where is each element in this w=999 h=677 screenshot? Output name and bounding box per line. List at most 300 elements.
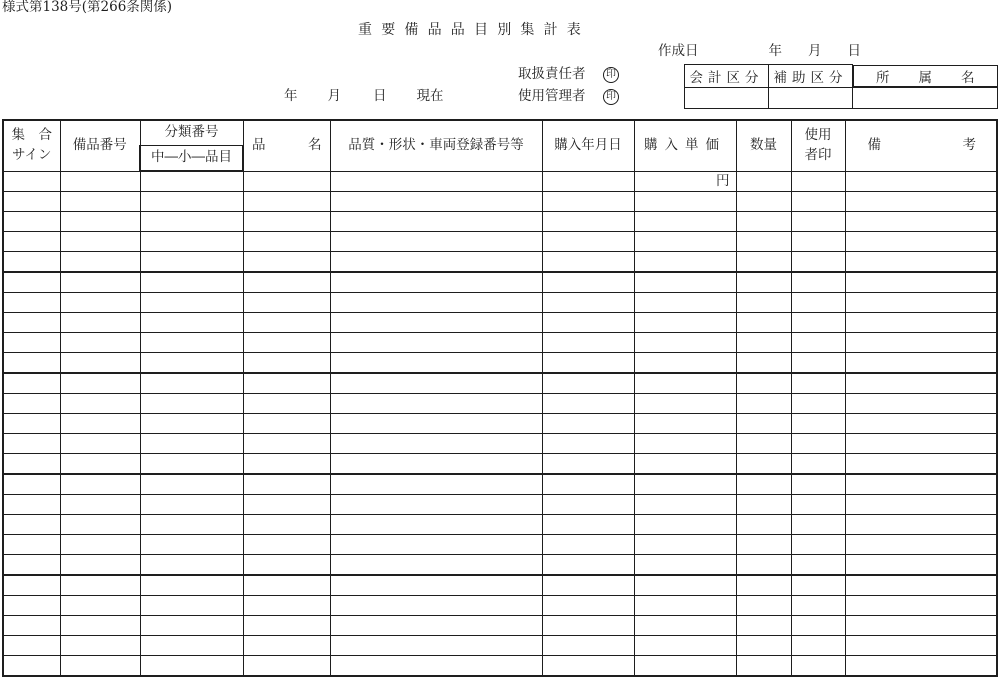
table-row — [3, 272, 997, 293]
table-cell[interactable] — [140, 596, 243, 616]
table-cell[interactable] — [845, 313, 997, 333]
table-cell[interactable] — [736, 656, 791, 677]
table-cell[interactable] — [634, 353, 736, 374]
table-cell[interactable] — [542, 454, 634, 475]
table-cell[interactable] — [60, 353, 140, 374]
table-cell[interactable] — [791, 656, 845, 677]
table-cell[interactable] — [243, 596, 330, 616]
col-item-no: 備品番号 — [60, 120, 140, 171]
table-cell[interactable] — [330, 434, 542, 454]
table-cell[interactable] — [542, 474, 634, 495]
table-cell[interactable] — [60, 252, 140, 273]
table-cell[interactable] — [3, 353, 60, 374]
table-cell[interactable] — [3, 232, 60, 252]
table-cell[interactable] — [736, 333, 791, 353]
table-cell[interactable] — [60, 171, 140, 192]
table-cell[interactable] — [634, 434, 736, 454]
table-row — [3, 454, 997, 475]
table-cell[interactable] — [243, 555, 330, 576]
table-cell[interactable] — [140, 616, 243, 636]
equipment-summary-table — [2, 119, 998, 677]
table-cell[interactable] — [845, 656, 997, 677]
table-cell[interactable] — [330, 656, 542, 677]
table-cell[interactable] — [140, 212, 243, 232]
table-cell[interactable] — [736, 232, 791, 252]
table-cell[interactable] — [845, 252, 997, 273]
table-cell[interactable] — [3, 272, 60, 293]
table-row — [3, 474, 997, 495]
table-cell[interactable] — [3, 515, 60, 535]
table-cell[interactable] — [60, 192, 140, 212]
table-cell[interactable] — [330, 232, 542, 252]
table-cell[interactable] — [634, 555, 736, 576]
col-unit-price: 購入単価 — [634, 120, 736, 171]
table-cell[interactable] — [791, 171, 845, 192]
table-cell[interactable] — [542, 333, 634, 353]
table-cell[interactable] — [330, 515, 542, 535]
table-cell[interactable] — [634, 212, 736, 232]
table-cell[interactable] — [243, 515, 330, 535]
table-cell[interactable] — [3, 333, 60, 353]
table-cell[interactable] — [330, 616, 542, 636]
table-cell[interactable] — [542, 232, 634, 252]
table-cell[interactable] — [542, 373, 634, 394]
table-cell[interactable] — [330, 293, 542, 313]
table-cell[interactable] — [330, 373, 542, 394]
table-cell[interactable] — [243, 636, 330, 656]
table-cell[interactable] — [3, 535, 60, 555]
table-cell[interactable] — [791, 495, 845, 515]
table-cell[interactable] — [791, 555, 845, 576]
table-cell[interactable] — [791, 394, 845, 414]
table-cell[interactable] — [736, 495, 791, 515]
table-row — [3, 616, 997, 636]
table-cell[interactable] — [60, 515, 140, 535]
table-cell[interactable] — [140, 333, 243, 353]
table-cell[interactable] — [845, 192, 997, 212]
table-cell[interactable] — [736, 192, 791, 212]
col-user-seal: 使用 者印 — [791, 120, 845, 171]
table-cell[interactable] — [140, 394, 243, 414]
table-cell[interactable] — [542, 575, 634, 596]
table-row — [3, 192, 997, 212]
yen-unit[interactable]: 円 — [634, 171, 736, 192]
table-cell[interactable] — [736, 212, 791, 232]
table-cell[interactable] — [845, 394, 997, 414]
table-cell[interactable] — [60, 495, 140, 515]
table-cell[interactable] — [3, 454, 60, 475]
table-cell[interactable] — [140, 555, 243, 576]
table-cell[interactable] — [330, 333, 542, 353]
table-row — [3, 394, 997, 414]
table-cell[interactable] — [845, 353, 997, 374]
table-cell[interactable] — [243, 333, 330, 353]
date-created-month: 月 — [808, 43, 822, 59]
table-cell[interactable] — [243, 495, 330, 515]
table-cell[interactable] — [634, 474, 736, 495]
as-of-month: 月 — [327, 88, 341, 104]
table-cell[interactable] — [3, 495, 60, 515]
table-cell[interactable] — [3, 293, 60, 313]
table-cell[interactable] — [634, 192, 736, 212]
table-cell[interactable] — [140, 293, 243, 313]
table-cell[interactable] — [791, 515, 845, 535]
table-cell[interactable] — [845, 232, 997, 252]
table-cell[interactable] — [791, 232, 845, 252]
account-section-input[interactable] — [685, 87, 769, 108]
table-cell[interactable] — [60, 272, 140, 293]
table-cell[interactable] — [542, 192, 634, 212]
table-cell[interactable] — [330, 252, 542, 273]
table-cell[interactable] — [330, 636, 542, 656]
table-cell[interactable] — [845, 434, 997, 454]
col-summary-sign: 集 合 サイン — [3, 120, 60, 171]
table-cell[interactable] — [736, 616, 791, 636]
table-cell[interactable] — [243, 212, 330, 232]
table-cell[interactable] — [3, 555, 60, 576]
table-cell[interactable] — [791, 212, 845, 232]
table-cell[interactable] — [60, 313, 140, 333]
table-cell[interactable] — [60, 474, 140, 495]
table-cell[interactable] — [736, 555, 791, 576]
table-cell[interactable] — [243, 293, 330, 313]
table-cell[interactable] — [60, 596, 140, 616]
table-cell[interactable] — [60, 414, 140, 434]
manager-seal-mark: 印 — [603, 89, 619, 105]
table-cell[interactable] — [845, 454, 997, 475]
table-cell[interactable] — [330, 575, 542, 596]
table-cell[interactable] — [845, 495, 997, 515]
table-cell[interactable] — [330, 192, 542, 212]
table-cell[interactable] — [791, 293, 845, 313]
table-cell[interactable] — [243, 575, 330, 596]
table-row — [3, 636, 997, 656]
table-cell[interactable] — [243, 272, 330, 293]
table-cell[interactable] — [845, 212, 997, 232]
table-row — [3, 333, 997, 353]
table-row — [3, 353, 997, 374]
table-row — [3, 252, 997, 273]
table-cell[interactable] — [140, 353, 243, 374]
table-cell[interactable] — [140, 373, 243, 394]
table-cell[interactable] — [243, 171, 330, 192]
table-cell[interactable] — [330, 171, 542, 192]
table-row — [3, 434, 997, 454]
table-row — [3, 232, 997, 252]
as-of-date — [284, 90, 444, 104]
table-cell[interactable] — [3, 636, 60, 656]
table-cell[interactable] — [542, 293, 634, 313]
table-cell[interactable] — [736, 373, 791, 394]
table-cell[interactable] — [140, 252, 243, 273]
table-cell[interactable] — [736, 414, 791, 434]
table-cell[interactable] — [243, 616, 330, 636]
table-cell[interactable] — [791, 434, 845, 454]
table-row — [3, 575, 997, 596]
table-cell[interactable] — [330, 414, 542, 434]
table-cell[interactable] — [330, 313, 542, 333]
col-quality: 品質・形状・車両登録番号等 — [330, 120, 542, 171]
table-row — [3, 515, 997, 535]
table-cell[interactable] — [3, 373, 60, 394]
table-cell[interactable] — [791, 353, 845, 374]
form-number: 様式第138号(第266条関係) — [2, 0, 173, 15]
table-cell[interactable] — [736, 394, 791, 414]
table-cell[interactable] — [845, 474, 997, 495]
table-cell[interactable] — [140, 171, 243, 192]
table-cell[interactable] — [542, 495, 634, 515]
table-cell[interactable] — [140, 474, 243, 495]
table-cell[interactable] — [330, 555, 542, 576]
table-cell[interactable] — [243, 454, 330, 475]
as-of-year: 年 — [284, 88, 298, 104]
table-cell[interactable] — [845, 535, 997, 555]
table-cell[interactable] — [736, 474, 791, 495]
table-cell[interactable] — [140, 656, 243, 677]
col-purchase-date: 購入年月日 — [542, 120, 634, 171]
table-cell[interactable] — [845, 171, 997, 192]
table-cell[interactable] — [542, 656, 634, 677]
table-cell[interactable] — [60, 232, 140, 252]
table-cell[interactable] — [140, 575, 243, 596]
table-cell[interactable] — [60, 394, 140, 414]
table-cell[interactable] — [140, 454, 243, 475]
table-cell[interactable] — [60, 575, 140, 596]
handler-label: 取扱責任者 — [518, 66, 586, 82]
table-cell[interactable] — [634, 373, 736, 394]
table-cell[interactable] — [845, 272, 997, 293]
table-cell[interactable] — [140, 192, 243, 212]
table-cell[interactable] — [243, 353, 330, 374]
table-cell[interactable] — [330, 394, 542, 414]
table-cell[interactable] — [542, 212, 634, 232]
table-cell[interactable] — [791, 474, 845, 495]
table-row — [3, 212, 997, 232]
table-row — [3, 555, 997, 576]
table-cell[interactable] — [791, 616, 845, 636]
table-cell[interactable] — [60, 373, 140, 394]
table-cell[interactable] — [542, 313, 634, 333]
table-cell[interactable] — [330, 495, 542, 515]
table-cell[interactable] — [542, 616, 634, 636]
table-cell[interactable] — [845, 293, 997, 313]
date-created-year: 年 — [768, 43, 782, 59]
table-cell[interactable] — [330, 454, 542, 475]
table-cell[interactable] — [791, 333, 845, 353]
table-cell[interactable] — [736, 535, 791, 555]
table-cell[interactable] — [634, 272, 736, 293]
col-remarks: 備 考 — [845, 120, 997, 171]
table-cell[interactable] — [736, 596, 791, 616]
table-cell[interactable] — [845, 596, 997, 616]
table-cell[interactable] — [140, 515, 243, 535]
table-cell[interactable] — [3, 616, 60, 636]
table-cell[interactable] — [330, 535, 542, 555]
table-cell[interactable] — [791, 252, 845, 273]
table-cell[interactable] — [634, 454, 736, 475]
table-cell[interactable] — [542, 171, 634, 192]
table-cell[interactable] — [542, 636, 634, 656]
table-cell[interactable] — [3, 474, 60, 495]
aux-section-label: 補助区分 — [769, 65, 853, 88]
table-cell[interactable] — [3, 252, 60, 273]
table-cell[interactable] — [60, 293, 140, 313]
table-cell[interactable] — [3, 171, 60, 192]
table-cell[interactable] — [791, 596, 845, 616]
table-cell[interactable] — [330, 353, 542, 374]
table-cell[interactable] — [243, 373, 330, 394]
table-cell[interactable] — [634, 252, 736, 273]
table-cell[interactable] — [542, 252, 634, 273]
table-cell[interactable] — [634, 636, 736, 656]
table-cell[interactable] — [845, 575, 997, 596]
as-of-label: 現在 — [416, 88, 444, 104]
table-cell[interactable] — [634, 575, 736, 596]
table-cell[interactable] — [3, 313, 60, 333]
table-row — [3, 414, 997, 434]
table-cell[interactable] — [634, 535, 736, 555]
table-cell[interactable] — [791, 192, 845, 212]
table-cell[interactable] — [845, 333, 997, 353]
table-cell[interactable] — [634, 656, 736, 677]
table-cell[interactable] — [542, 272, 634, 293]
table-cell[interactable] — [243, 474, 330, 495]
date-created-day: 日 — [847, 43, 861, 59]
table-cell[interactable] — [542, 515, 634, 535]
table-cell[interactable] — [845, 414, 997, 434]
table-cell[interactable] — [736, 454, 791, 475]
table-cell[interactable] — [60, 434, 140, 454]
table-cell[interactable] — [60, 555, 140, 576]
table-cell[interactable] — [3, 596, 60, 616]
table-cell[interactable] — [330, 272, 542, 293]
table-row — [3, 535, 997, 555]
table-cell[interactable] — [634, 313, 736, 333]
table-cell[interactable] — [140, 272, 243, 293]
table-cell[interactable] — [542, 596, 634, 616]
table-row — [3, 495, 997, 515]
table-row — [3, 373, 997, 394]
table-cell[interactable] — [736, 636, 791, 656]
table-cell[interactable] — [3, 656, 60, 677]
table-cell[interactable] — [60, 535, 140, 555]
table-cell[interactable] — [330, 212, 542, 232]
table-cell[interactable] — [243, 192, 330, 212]
table-cell[interactable] — [542, 535, 634, 555]
table-cell[interactable] — [845, 636, 997, 656]
table-cell[interactable] — [845, 373, 997, 394]
table-cell[interactable] — [140, 232, 243, 252]
table-cell[interactable] — [634, 232, 736, 252]
table-cell[interactable] — [140, 313, 243, 333]
table-cell[interactable] — [845, 515, 997, 535]
table-cell[interactable] — [736, 171, 791, 192]
account-section-label: 会計区分 — [685, 65, 769, 88]
table-cell[interactable] — [140, 636, 243, 656]
table-cell[interactable] — [736, 272, 791, 293]
col-quantity: 数量 — [736, 120, 791, 171]
table-cell[interactable] — [542, 353, 634, 374]
table-cell[interactable] — [845, 616, 997, 636]
table-cell[interactable] — [791, 636, 845, 656]
table-cell[interactable] — [243, 535, 330, 555]
table-cell[interactable] — [634, 515, 736, 535]
table-cell[interactable] — [60, 212, 140, 232]
aux-section-input[interactable] — [769, 87, 853, 108]
table-cell[interactable] — [3, 414, 60, 434]
table-cell[interactable] — [791, 272, 845, 293]
table-cell[interactable] — [243, 252, 330, 273]
table-cell[interactable] — [542, 555, 634, 576]
table-cell[interactable] — [140, 414, 243, 434]
table-cell[interactable] — [243, 313, 330, 333]
table-row — [3, 171, 997, 192]
table-cell[interactable] — [634, 616, 736, 636]
table-cell[interactable] — [3, 212, 60, 232]
table-cell[interactable] — [634, 596, 736, 616]
table-cell[interactable] — [634, 414, 736, 434]
table-cell[interactable] — [736, 252, 791, 273]
table-cell[interactable] — [845, 555, 997, 576]
table-cell[interactable] — [140, 434, 243, 454]
table-cell[interactable] — [60, 616, 140, 636]
table-cell[interactable] — [736, 575, 791, 596]
table-cell[interactable] — [243, 434, 330, 454]
table-cell[interactable] — [542, 394, 634, 414]
table-cell[interactable] — [634, 495, 736, 515]
manager-label: 使用管理者 — [518, 88, 586, 104]
table-cell[interactable] — [243, 656, 330, 677]
table-cell[interactable] — [736, 293, 791, 313]
table-cell[interactable] — [243, 232, 330, 252]
date-created — [658, 45, 861, 59]
table-cell[interactable] — [542, 434, 634, 454]
table-cell[interactable] — [791, 414, 845, 434]
table-cell[interactable] — [791, 575, 845, 596]
table-cell[interactable] — [634, 293, 736, 313]
table-cell[interactable] — [634, 333, 736, 353]
table-cell[interactable] — [736, 313, 791, 333]
table-cell[interactable] — [3, 192, 60, 212]
table-cell[interactable] — [60, 656, 140, 677]
table-cell[interactable] — [542, 414, 634, 434]
table-cell[interactable] — [736, 353, 791, 374]
table-cell[interactable] — [330, 474, 542, 495]
table-row — [3, 656, 997, 677]
document-title: 重要備品品目別集計表 — [358, 22, 590, 38]
table-cell[interactable] — [60, 636, 140, 656]
table-cell[interactable] — [140, 535, 243, 555]
table-cell[interactable] — [60, 333, 140, 353]
table-cell[interactable] — [791, 313, 845, 333]
table-cell[interactable] — [634, 394, 736, 414]
table-cell[interactable] — [60, 454, 140, 475]
table-cell[interactable] — [736, 434, 791, 454]
table-cell[interactable] — [243, 414, 330, 434]
department-label: 所 属 名 — [853, 65, 998, 87]
table-cell[interactable] — [791, 454, 845, 475]
table-cell[interactable] — [330, 596, 542, 616]
table-cell[interactable] — [243, 394, 330, 414]
table-cell[interactable] — [3, 394, 60, 414]
table-cell[interactable] — [3, 575, 60, 596]
department-input[interactable] — [853, 87, 998, 108]
table-cell[interactable] — [140, 495, 243, 515]
table-cell[interactable] — [791, 535, 845, 555]
table-cell[interactable] — [791, 373, 845, 394]
table-cell[interactable] — [3, 434, 60, 454]
table-cell[interactable] — [736, 515, 791, 535]
